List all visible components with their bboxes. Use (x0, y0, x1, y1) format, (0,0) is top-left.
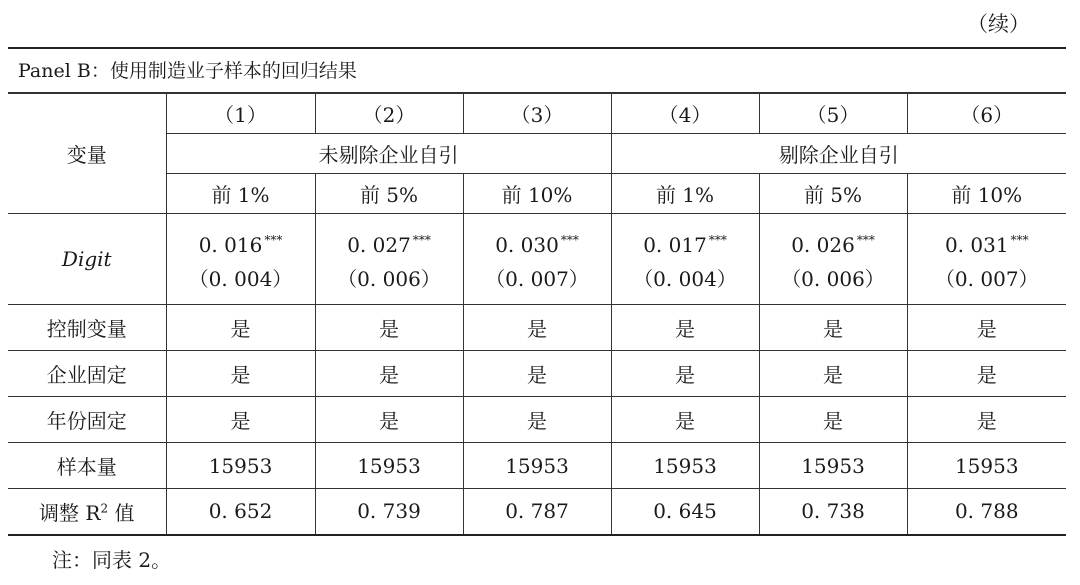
row-label: 控制变量 (8, 305, 166, 351)
row-label: 样本量 (8, 443, 166, 489)
cell-value: 15953 (759, 443, 907, 489)
coefficient: 0. 016 (198, 232, 263, 257)
threshold-header: 前 10% (463, 174, 611, 214)
regression-table (8, 93, 1066, 536)
cell-value: 0. 787 (463, 489, 611, 535)
threshold-header: 前 5% (315, 174, 463, 214)
significance-stars: *** (560, 232, 579, 247)
significance-stars: *** (412, 232, 431, 247)
cell-value: 是 (315, 305, 463, 351)
continued-label: （续） (967, 12, 1030, 36)
standard-error: （0. 007） (934, 266, 1039, 291)
table-note: 注：同表 2。 (52, 548, 172, 572)
standard-error: （0. 006） (781, 266, 885, 291)
cell-value: 15953 (463, 443, 611, 489)
column-number: （3） (463, 94, 611, 134)
coef-cell (315, 214, 463, 305)
column-number: （5） (759, 94, 907, 134)
cell-value: 15953 (907, 443, 1066, 489)
coef-cell (611, 214, 759, 305)
column-number: （6） (907, 94, 1066, 134)
cell-value: 是 (759, 397, 907, 443)
coefficient: 0. 030 (495, 232, 559, 257)
table-row (8, 443, 1066, 489)
table-row (8, 351, 1066, 397)
cell-value: 是 (315, 397, 463, 443)
standard-error: （0. 006） (337, 266, 441, 291)
standard-error: （0. 004） (188, 266, 293, 291)
threshold-header: 前 1% (611, 174, 759, 214)
cell-value: 0. 739 (315, 489, 463, 535)
r2-row (8, 489, 1066, 535)
cell-value: 15953 (315, 443, 463, 489)
coefficient: 0. 017 (643, 232, 707, 257)
standard-error: （0. 007） (485, 266, 589, 291)
cell-value: 是 (759, 305, 907, 351)
threshold-header: 前 10% (907, 174, 1066, 214)
cell-value: 0. 738 (759, 489, 907, 535)
coefficient: 0. 026 (791, 232, 855, 257)
column-number: （2） (315, 94, 463, 134)
coef-cell (907, 214, 1066, 305)
cell-value: 是 (907, 397, 1066, 443)
cell-value: 是 (166, 351, 315, 397)
row-label: 调整 $R^2$ 值 (8, 489, 166, 535)
cell-value: 是 (611, 305, 759, 351)
cell-value: 是 (166, 397, 315, 443)
threshold-header: 前 1% (166, 174, 315, 214)
cell-value: 0. 645 (611, 489, 759, 535)
group-header: 未剔除企业自引 (166, 134, 611, 174)
cell-value: 是 (611, 397, 759, 443)
significance-stars: *** (264, 232, 283, 247)
cell-value: 15953 (611, 443, 759, 489)
cell-value: 是 (315, 351, 463, 397)
row-label: 年份固定 (8, 397, 166, 443)
coefficient: 0. 031 (944, 232, 1009, 257)
cell-value: 0. 652 (166, 489, 315, 535)
r2-superscript: 2 (100, 501, 109, 516)
significance-stars: *** (856, 232, 875, 247)
coefficient: 0. 027 (347, 232, 411, 257)
significance-stars: *** (1010, 232, 1029, 247)
variable-header: 变量 (8, 94, 166, 214)
cell-value: 是 (463, 305, 611, 351)
cell-value: 0. 788 (907, 489, 1066, 535)
column-number-row (8, 94, 1066, 134)
coef-cell (166, 214, 315, 305)
coef-cell (463, 214, 611, 305)
cell-value: 是 (166, 305, 315, 351)
cell-value: 是 (463, 351, 611, 397)
cell-value: 是 (611, 351, 759, 397)
table-row (8, 305, 1066, 351)
significance-stars: *** (708, 232, 727, 247)
table-row (8, 397, 1066, 443)
cell-value: 是 (759, 351, 907, 397)
column-number: （4） (611, 94, 759, 134)
standard-error: （0. 004） (633, 266, 737, 291)
cell-value: 是 (907, 305, 1066, 351)
group-row (8, 134, 1066, 174)
threshold-row (8, 174, 1066, 214)
coef-cell (759, 214, 907, 305)
group-header: 剔除企业自引 (611, 134, 1066, 174)
cell-value: 是 (907, 351, 1066, 397)
digit-row (8, 214, 1066, 305)
cell-value: 15953 (166, 443, 315, 489)
panel-title: Panel B：使用制造业子样本的回归结果 (8, 47, 1066, 93)
threshold-header: 前 5% (759, 174, 907, 214)
row-label: 企业固定 (8, 351, 166, 397)
cell-value: 是 (463, 397, 611, 443)
column-number: （1） (166, 94, 315, 134)
digit-label: Digit (8, 214, 166, 305)
